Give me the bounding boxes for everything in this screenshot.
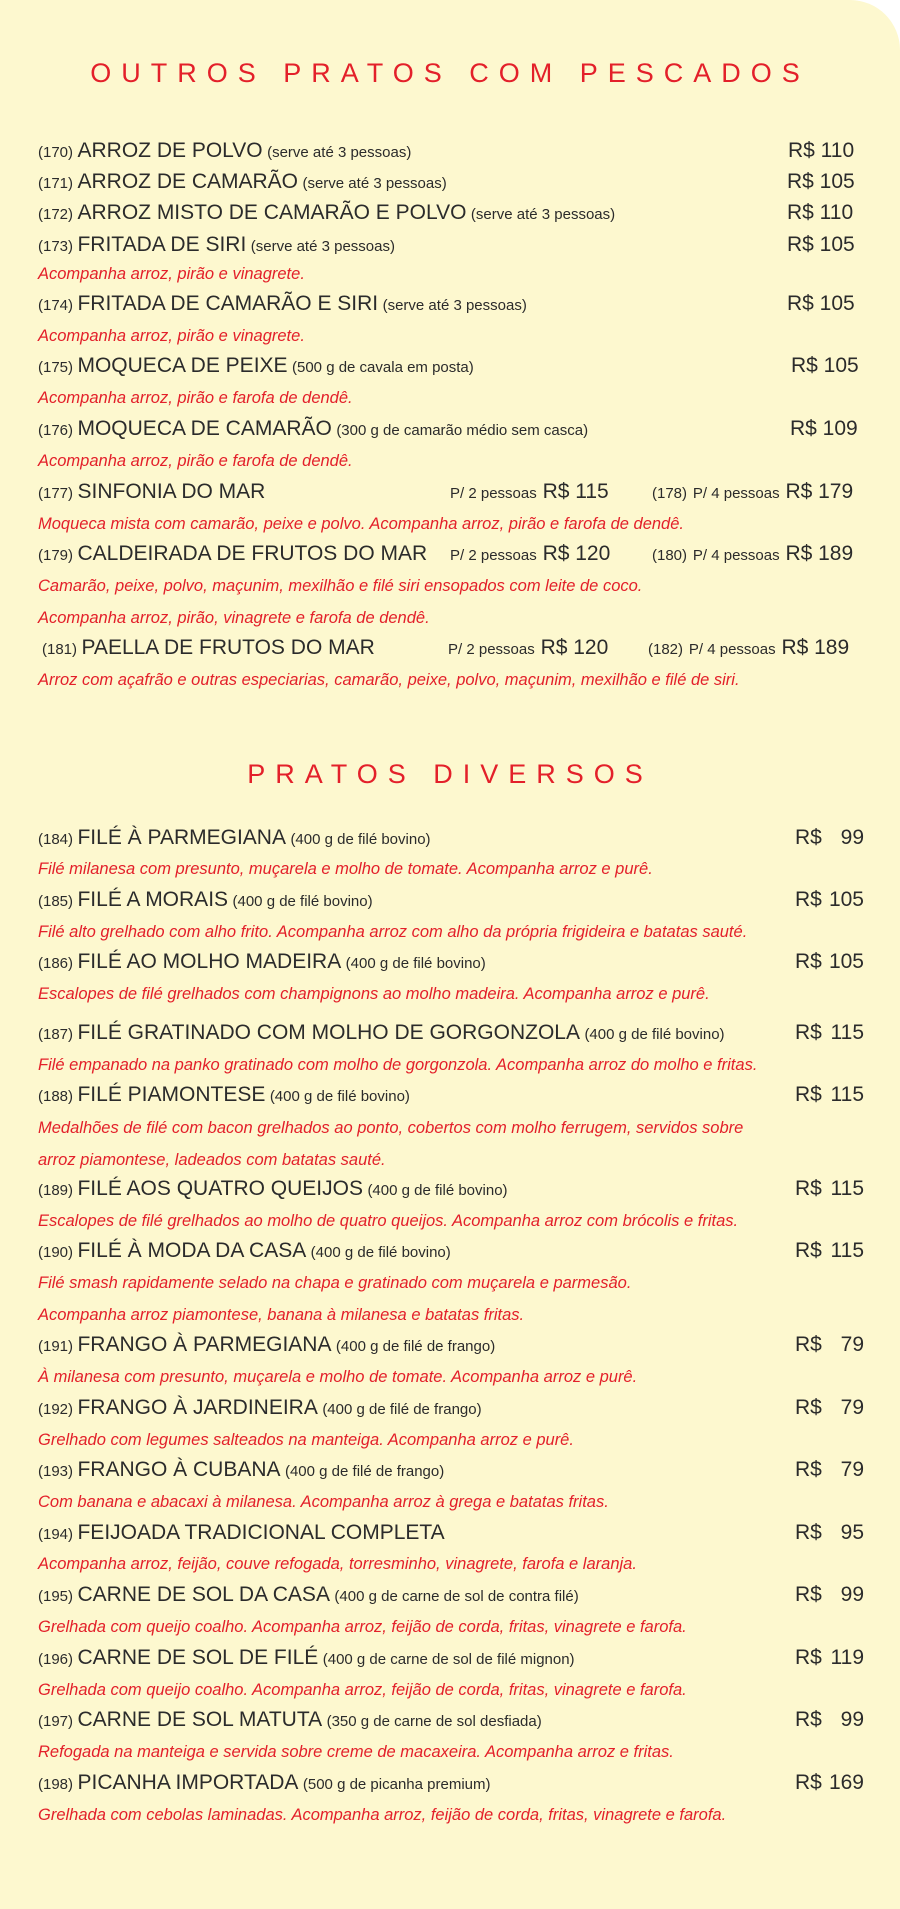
menu-item: [38, 1174, 864, 1204]
item-name: FRITADA DE SIRI: [77, 233, 247, 256]
menu-item: [38, 289, 860, 319]
portion-label: P/ 2 pessoas: [448, 641, 535, 658]
item-description: Grelhada com queijo coalho. Acompanha arroz, feijão de corda, fritas, vinagrete e farofa.: [38, 1618, 687, 1636]
portion-price: R$ 189: [785, 542, 854, 565]
item-note: (400 g de filé bovino): [310, 1244, 451, 1261]
price-amount: 115: [830, 1021, 864, 1044]
menu-item: [38, 823, 864, 853]
item-description: Refogada na manteiga e servida sobre creme de macaxeira. Acompanha arroz e fritas.: [38, 1743, 674, 1761]
price-currency: R$: [795, 1771, 822, 1794]
price-currency: R$: [795, 1177, 822, 1200]
item-price-amount: [829, 885, 864, 915]
item-price: [795, 1018, 822, 1048]
menu-item: [38, 1643, 864, 1673]
item-code: (181): [42, 641, 78, 658]
item-name: FILÉ PIAMONTESE: [77, 1083, 266, 1106]
item-name: FEIJOADA TRADICIONAL COMPLETA: [77, 1521, 445, 1544]
item-price: [795, 1455, 822, 1485]
portion-price: R$ 120: [540, 636, 609, 659]
item-description: Acompanha arroz, pirão e farofa de dendê.: [38, 389, 353, 407]
portion-price: R$ 179: [785, 480, 854, 503]
menu-item: [38, 1768, 864, 1798]
item-code: (191): [38, 1338, 74, 1355]
item-note: (300 g de camarão médio sem casca): [336, 422, 589, 439]
item-code: (179): [38, 547, 74, 564]
item-code-2: (180): [652, 547, 688, 564]
item-price: R$ 105: [787, 292, 855, 315]
price-currency: R$: [795, 1458, 822, 1481]
item-name: CARNE DE SOL MATUTA: [77, 1708, 323, 1731]
item-description: Grelhado com legumes salteados na manteiga. Acompanha arroz e purê.: [38, 1431, 574, 1449]
item-name: FILÉ AOS QUATRO QUEIJOS: [77, 1177, 363, 1200]
item-note: (serve até 3 pessoas): [302, 175, 447, 192]
item-note: (400 g de filé bovino): [290, 831, 431, 848]
item-price: R$ 105: [791, 354, 859, 377]
item-price: [795, 1518, 822, 1548]
portion-price: R$ 189: [781, 636, 850, 659]
item-price: [795, 1174, 822, 1204]
item-description: Medalhões de filé com bacon grelhados ao ponto, cobertos com molho ferrugem, servidos sobre: [38, 1119, 744, 1137]
item-price-amount: [831, 1236, 864, 1266]
item-description: Acompanha arroz, pirão, vinagrete e farofa de dendê.: [38, 609, 430, 627]
item-note: (400 g de filé bovino): [584, 1026, 725, 1043]
item-name: FILÉ À MODA DA CASA: [77, 1239, 307, 1262]
menu-item: [38, 1455, 864, 1485]
item-price-amount: [831, 1018, 864, 1048]
price-4-pessoas: [648, 633, 849, 665]
price-amount: 99: [840, 1708, 864, 1731]
item-price-amount: [829, 1768, 864, 1798]
price-currency: R$: [795, 1646, 822, 1669]
item-code: (185): [38, 893, 74, 910]
menu-item: [38, 885, 864, 915]
item-code-2: (178): [652, 485, 688, 502]
item-description: À milanesa com presunto, muçarela e molho de tomate. Acompanha arroz e purê.: [38, 1368, 638, 1386]
item-price: [795, 1768, 822, 1798]
price-amount: 115: [830, 1177, 864, 1200]
section-title-diversos: PRATOS DIVERSOS: [247, 759, 653, 789]
menu-item: [38, 1705, 864, 1735]
menu-item: [38, 414, 860, 444]
price-currency: R$: [795, 1239, 822, 1262]
menu-item: [38, 947, 864, 977]
item-name: CALDEIRADA DE FRUTOS DO MAR: [77, 542, 428, 565]
price-amount: 79: [840, 1333, 864, 1356]
price-currency: R$: [795, 1583, 822, 1606]
price-amount: 95: [840, 1521, 864, 1544]
item-code: (176): [38, 422, 74, 439]
item-code: (184): [38, 831, 74, 848]
item-name: FRANGO À JARDINEIRA: [77, 1396, 318, 1419]
item-description: Escalopes de filé grelhados ao molho de quatro queijos. Acompanha arroz com brócolis e fritas.: [38, 1212, 739, 1230]
item-price: [795, 1705, 822, 1735]
menu-item: [38, 1330, 864, 1360]
item-description: Grelhada com cebolas laminadas. Acompanha arroz, feijão de corda, fritas, vinagrete e farofa.: [38, 1806, 727, 1824]
item-name: PAELLA DE FRUTOS DO MAR: [81, 636, 375, 659]
item-name: FILÉ À PARMEGIANA: [77, 826, 286, 849]
item-note: (400 g de carne de sol de filé mignon): [322, 1651, 575, 1668]
menu-item: [38, 351, 860, 381]
menu-item: [38, 198, 860, 228]
item-price: [795, 947, 822, 977]
item-code: (189): [38, 1182, 74, 1199]
price-2-pessoas: [450, 477, 609, 509]
price-currency: R$: [795, 888, 822, 911]
item-note: (400 g de filé bovino): [269, 1088, 410, 1105]
item-name: FRANGO À CUBANA: [77, 1458, 281, 1481]
item-name: MOQUECA DE PEIXE: [77, 354, 288, 377]
price-amount: 115: [830, 1239, 864, 1262]
item-description: Camarão, peixe, polvo, maçunim, mexilhão e filé siri ensopados com leite de coco.: [38, 577, 643, 595]
item-code: (198): [38, 1776, 74, 1793]
item-description: Arroz com açafrão e outras especiarias, camarão, peixe, polvo, maçunim, mexilhão e filé de siri.: [38, 671, 740, 689]
item-description: Escalopes de filé grelhados com champignons ao molho madeira. Acompanha arroz e purê.: [38, 985, 710, 1003]
menu-item: [38, 1236, 864, 1266]
portion-label: P/ 2 pessoas: [450, 547, 537, 564]
portion-label: P/ 4 pessoas: [692, 485, 780, 502]
item-description: Acompanha arroz piamontese, banana à milanesa e batatas fritas.: [38, 1306, 525, 1324]
item-price-amount: [841, 1580, 864, 1610]
item-code: (170): [38, 144, 74, 161]
item-note: (350 g de carne de sol desfiada): [326, 1713, 542, 1730]
item-price: [795, 1236, 822, 1266]
item-code: (174): [38, 297, 74, 314]
item-name: PICANHA IMPORTADA: [77, 1771, 299, 1794]
price-currency: R$: [795, 950, 822, 973]
price-amount: 99: [840, 1583, 864, 1606]
item-code: (193): [38, 1463, 74, 1480]
item-code: (190): [38, 1244, 74, 1261]
menu-item: [38, 167, 860, 197]
item-note: (500 g de picanha premium): [302, 1776, 491, 1793]
item-price-amount: [829, 947, 864, 977]
price-amount: 105: [828, 888, 864, 911]
price-4-pessoas: [652, 477, 853, 509]
portion-label: P/ 4 pessoas: [688, 641, 776, 658]
item-name: ARROZ MISTO DE CAMARÃO E POLVO: [77, 201, 467, 224]
price-currency: R$: [795, 1083, 822, 1106]
item-code: (177): [38, 485, 74, 502]
item-price-amount: [841, 1330, 864, 1360]
item-price-amount: [831, 1174, 864, 1204]
item-note: (serve até 3 pessoas): [382, 297, 527, 314]
item-note: (400 g de filé de frango): [284, 1463, 445, 1480]
item-description: Acompanha arroz, pirão e vinagrete.: [38, 265, 305, 283]
item-price-amount: [841, 1393, 864, 1423]
item-price: [795, 1080, 822, 1110]
item-code: (172): [38, 206, 74, 223]
item-name: CARNE DE SOL DA CASA: [77, 1583, 330, 1606]
item-code: (188): [38, 1088, 74, 1105]
item-description: Grelhada com queijo coalho. Acompanha arroz, feijão de corda, fritas, vinagrete e farofa.: [38, 1681, 687, 1699]
item-price-amount: [841, 823, 864, 853]
price-2-pessoas: [448, 633, 608, 665]
item-price: [795, 1580, 822, 1610]
item-note: (500 g de cavala em posta): [292, 359, 474, 376]
item-code: (173): [38, 238, 74, 255]
price-amount: 99: [840, 826, 864, 849]
item-description: Filé milanesa com presunto, muçarela e molho de tomate. Acompanha arroz e purê.: [38, 860, 653, 878]
item-description: Com banana e abacaxi à milanesa. Acompanha arroz à grega e batatas fritas.: [38, 1493, 609, 1511]
price-currency: R$: [795, 1396, 822, 1419]
item-price: [795, 1330, 822, 1360]
portion-price: R$ 120: [542, 542, 611, 565]
item-price: R$ 105: [787, 170, 855, 193]
item-price-amount: [841, 1705, 864, 1735]
item-note: (400 g de filé de frango): [322, 1401, 482, 1418]
item-note: (400 g de filé bovino): [345, 955, 486, 972]
price-amount: 79: [840, 1396, 864, 1419]
item-description: Acompanha arroz, pirão e vinagrete.: [38, 327, 305, 345]
item-price: R$ 109: [790, 417, 858, 440]
item-code: (187): [38, 1026, 74, 1043]
item-code: (194): [38, 1526, 74, 1543]
section-title-pescados: OUTROS PRATOS COM PESCADOS: [90, 58, 810, 88]
item-price: R$ 110: [788, 139, 855, 162]
item-price: R$ 110: [787, 201, 854, 224]
item-note: (400 g de filé de frango): [335, 1338, 496, 1355]
item-description: Acompanha arroz, feijão, couve refogada, torresminho, vinagrete, farofa e laranja.: [38, 1555, 637, 1573]
item-code: (195): [38, 1588, 74, 1605]
item-note: (400 g de carne de sol de contra filé): [334, 1588, 579, 1605]
item-name: ARROZ DE POLVO: [77, 139, 263, 162]
item-price-amount: [841, 1518, 864, 1548]
item-note: (serve até 3 pessoas): [250, 238, 395, 255]
item-code-2: (182): [648, 641, 684, 658]
item-name: MOQUECA DE CAMARÃO: [77, 417, 332, 440]
price-currency: R$: [795, 1708, 822, 1731]
menu-item-duo: [38, 477, 860, 507]
item-price: R$ 105: [787, 233, 855, 256]
menu-item-duo: [38, 539, 860, 569]
price-amount: 105: [828, 950, 864, 973]
item-name: FILÉ GRATINADO COM MOLHO DE GORGONZOLA: [77, 1021, 580, 1044]
item-description: Acompanha arroz, pirão e farofa de dendê.: [38, 452, 353, 470]
item-price: [795, 1643, 822, 1673]
item-code: (186): [38, 955, 74, 972]
price-amount: 169: [828, 1771, 864, 1794]
item-name: ARROZ DE CAMARÃO: [77, 170, 299, 193]
price-currency: R$: [795, 1021, 822, 1044]
item-description: Filé smash rapidamente selado na chapa e gratinado com muçarela e parmesão.: [38, 1274, 632, 1292]
item-code: (197): [38, 1713, 74, 1730]
item-code: (196): [38, 1651, 74, 1668]
item-name: CARNE DE SOL DE FILÉ: [77, 1646, 319, 1669]
price-2-pessoas: [450, 539, 610, 571]
item-name: FILÉ AO MOLHO MADEIRA: [77, 950, 342, 973]
portion-price: R$ 115: [542, 480, 609, 503]
menu-item: [38, 1580, 864, 1610]
price-4-pessoas: [652, 539, 853, 571]
item-name: SINFONIA DO MAR: [77, 480, 266, 503]
menu-item: [38, 230, 860, 260]
item-note: (400 g de filé bovino): [232, 893, 373, 910]
menu-item: [38, 136, 860, 166]
price-currency: R$: [795, 1521, 822, 1544]
price-currency: R$: [795, 826, 822, 849]
item-code: (171): [38, 175, 74, 192]
portion-label: P/ 2 pessoas: [450, 485, 537, 502]
item-code: (175): [38, 359, 74, 376]
item-description: Filé empanado na panko gratinado com molho de gorgonzola. Acompanha arroz do molho e fritas.: [38, 1056, 758, 1074]
menu-item: [38, 1080, 864, 1110]
item-price-amount: [831, 1643, 864, 1673]
item-name: FILÉ A MORAIS: [77, 888, 229, 911]
portion-label: P/ 4 pessoas: [692, 547, 780, 564]
item-note: (400 g de filé bovino): [367, 1182, 508, 1199]
item-price: [795, 823, 822, 853]
item-name: FRITADA DE CAMARÃO E SIRI: [77, 292, 379, 315]
price-amount: 119: [830, 1646, 864, 1669]
item-price: [795, 885, 822, 915]
menu-item: [38, 1393, 864, 1423]
item-name: FRANGO À PARMEGIANA: [77, 1333, 332, 1356]
price-amount: 115: [830, 1083, 864, 1106]
menu-item-duo: [42, 633, 864, 663]
item-price-amount: [831, 1080, 864, 1110]
item-description: arroz piamontese, ladeados com batatas sauté.: [38, 1151, 386, 1169]
price-currency: R$: [795, 1333, 822, 1356]
item-price-amount: [841, 1455, 864, 1485]
menu-item: [38, 1018, 864, 1048]
item-note: (serve até 3 pessoas): [470, 206, 616, 223]
item-description: Filé alto grelhado com alho frito. Acompanha arroz com alho da própria frigideira e batatas sauté.: [38, 923, 748, 941]
price-amount: 79: [840, 1458, 864, 1481]
item-price: [795, 1393, 822, 1423]
item-description: Moqueca mista com camarão, peixe e polvo. Acompanha arroz, pirão e farofa de dendê.: [38, 515, 684, 533]
item-note: (serve até 3 pessoas): [267, 144, 412, 161]
menu-item: [38, 1518, 864, 1548]
item-code: (192): [38, 1401, 74, 1418]
